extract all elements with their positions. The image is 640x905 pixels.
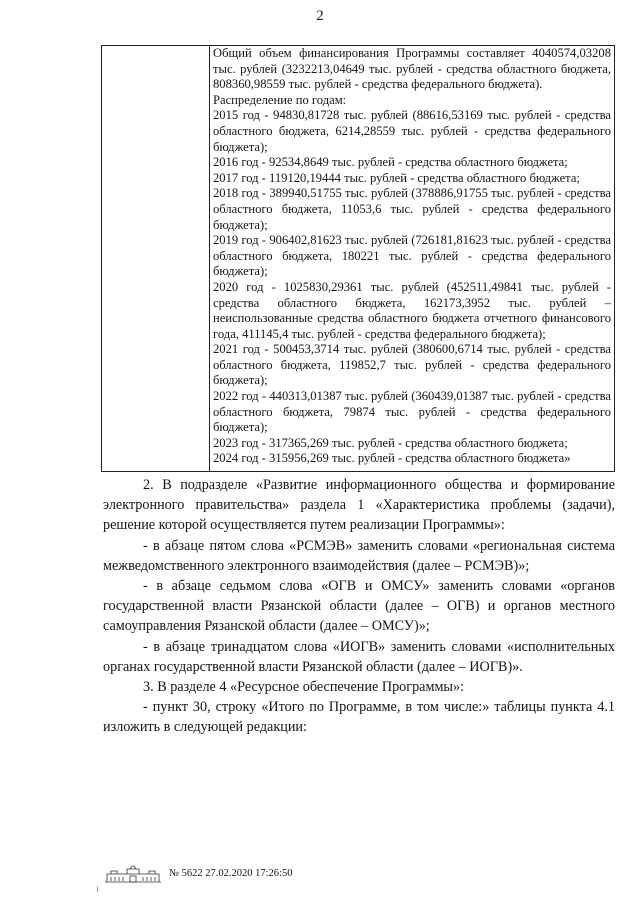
scan-mark: ı — [96, 884, 99, 895]
table-line: Общий объем финансирования Программы составляет 4040574,03208 тыс. рублей (3232213,04649 тыс. рублей - средства областного бюджета, 808360,98559 тыс. рублей - средства федерального бюджета). — [213, 46, 611, 92]
footer-stamp — [103, 862, 292, 884]
paragraph-item-point-30: - пункт 30, строку «Итого по Программе, в том числе:» таблицы пункта 4.1 изложить в следующей редакции: — [103, 699, 615, 736]
paragraph-section-2: 2. В подразделе «Развитие информационного общества и формирование электронного правительства» раздела 1 «Характеристика проблемы (задачи), решение которой осуществляется путем реализации Программы»: — [103, 477, 615, 534]
table-line: 2020 год - 1025830,29361 тыс. рублей (452511,49841 тыс. рублей - средства областного бюджета, 162173,3952 тыс. рублей – неиспользованные средства областного бюджета отчетного финансового года, 411145,4 тыс. рублей - средства федерального бюджета); — [213, 279, 611, 341]
table-line: 2015 год - 94830,81728 тыс. рублей (88616,53169 тыс. рублей - средства областного бюджета, 6214,28559 тыс. рублей - средства федерального бюджета); — [213, 108, 611, 154]
table-line: 2019 год - 906402,81623 тыс. рублей (726181,81623 тыс. рублей - средства областного бюджета, 180221 тыс. рублей - средства федерального бюджета); — [213, 233, 611, 279]
table-line: 2022 год - 440313,01387 тыс. рублей (360439,01387 тыс. рублей - средства областного бюджета, 79874 тыс. рублей - средства федерального бюджета); — [213, 389, 611, 435]
table-line: 2018 год - 389940,51755 тыс. рублей (378886,91755 тыс. рублей - средства областного бюджета, 11053,6 тыс. рублей - средства федерального бюджета); — [213, 186, 611, 232]
paragraph-section-3: 3. В разделе 4 «Ресурсное обеспечение Программы»: — [143, 679, 464, 696]
table-line: 2021 год - 500453,3714 тыс. рублей (380600,6714 тыс. рублей - средства областного бюджета, 119852,7 тыс. рублей - средства федерального бюджета); — [213, 342, 611, 388]
table-line: 2017 год - 119120,19444 тыс. рублей - средства областного бюджета; — [213, 170, 580, 185]
paragraph-item-iogv: - в абзаце тринадцатом слова «ИОГВ» заменить словами «исполнительных органах государственной власти Рязанской области (далее – ИОГВ)». — [103, 638, 615, 675]
building-stamp-icon — [103, 862, 163, 884]
table-line: 2016 год - 92534,8649 тыс. рублей - средства областного бюджета; — [213, 155, 568, 170]
table-line: 2023 год - 317365,269 тыс. рублей - средства областного бюджета; — [213, 435, 568, 450]
table-left-cell — [102, 46, 210, 471]
table-line: 2024 год - 315956,269 тыс. рублей - средства областного бюджета» — [213, 451, 571, 466]
document-body — [103, 475, 615, 738]
table-right-cell — [210, 46, 614, 471]
paragraph-item-ogv: - в абзаце седьмом слова «ОГВ и ОМСУ» заменить словами «органов государственной власти Рязанской области (далее – ОГВ) и органов местного самоуправления Рязанской области (далее – ОМСУ)»; — [103, 578, 615, 635]
page-number: 2 — [316, 8, 324, 24]
financing-table — [101, 45, 615, 472]
paragraph-item-rsmev: - в абзаце пятом слова «РСМЭВ» заменить словами «региональная система межведомственного электронного взаимодействия (далее – РСМЭВ)»; — [103, 537, 615, 574]
table-line: Распределение по годам: — [213, 92, 347, 107]
registration-stamp-text: № 5622 27.02.2020 17:26:50 — [169, 867, 293, 879]
